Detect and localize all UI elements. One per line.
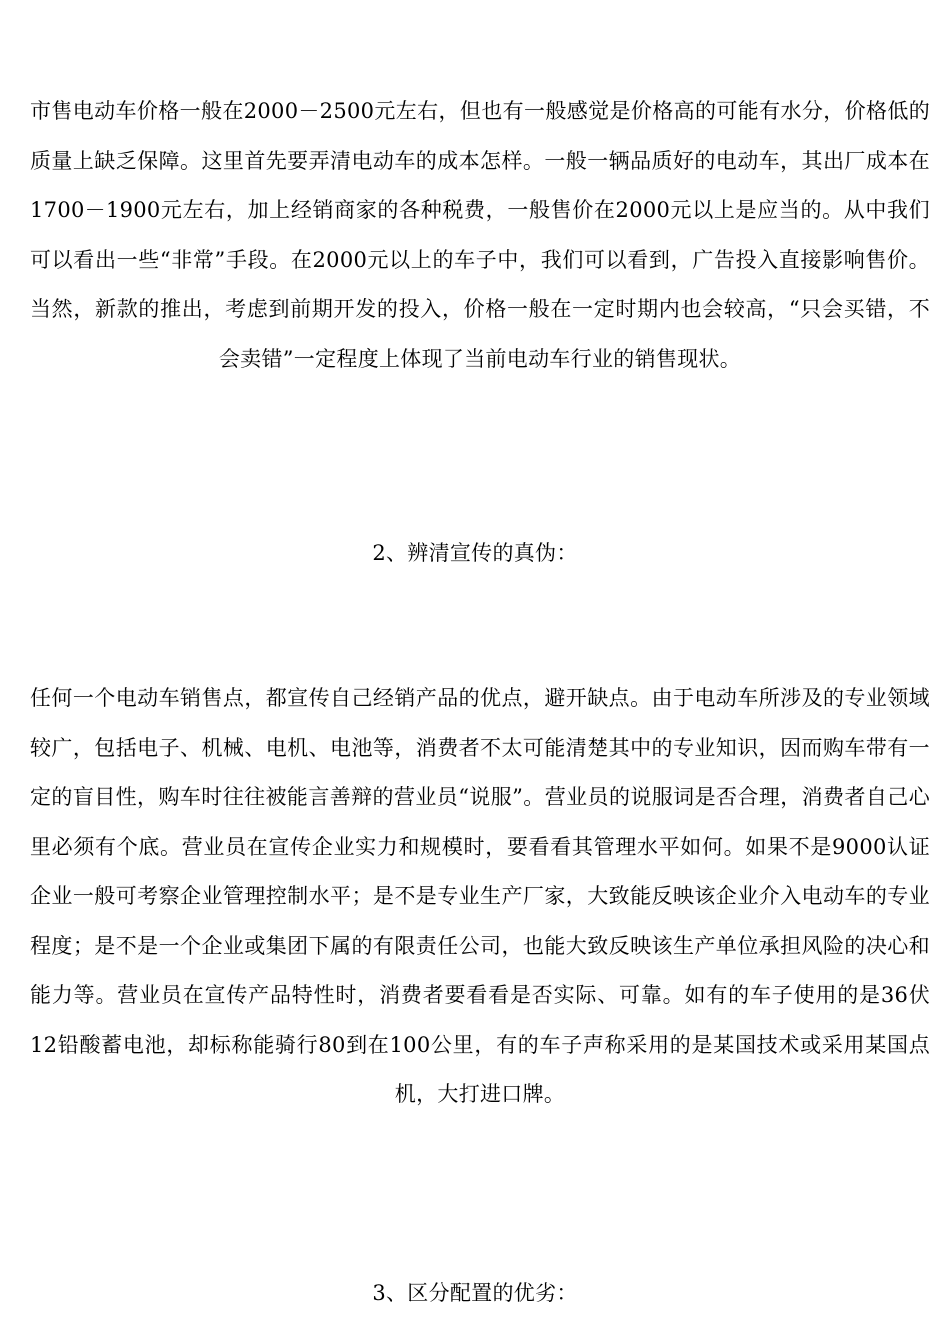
paragraph-price: 市售电动车价格一般在2000－2500元左右，但也有一般感觉是价格高的可能有水分，价格低的质量上缺乏保障。这里首先要弄清电动车的成本怎样。一般一辆品质好的电动车，其出厂成本在1700－1900元左右，加上经销商家的各种税费，一般售价在2000元以上是应当的。从中我们可以看出一些“非常”手段。在2000元以上的车子中，我们可以看到，广告投入直接影响售价。当然，新款的推出，考虑到前期开发的投入，价格一般在一定时期内也会较高，“只会买错，不会卖错”一定程度上体现了当前电动车行业的销售现状。	[30, 99, 930, 371]
section-heading-2: 2、辨清宣传的真伪：	[372, 541, 578, 565]
section-heading-3: 3、区分配置的优劣：	[372, 1281, 578, 1305]
paragraph-promotion: 任何一个电动车销售点，都宣传自己经销产品的优点，避开缺点。由于电动车所涉及的专业领域较广，包括电子、机械、电机、电池等，消费者不太可能清楚其中的专业知识，因而购车带有一定的盲目性，购车时往往被能言善辩的营业员“说服”。营业员的说服词是否合理，消费者自己心里必须有个底。营业员在宣传企业实力和规模时，要看看其管理水平如何。如果不是9000认证企业一般可考察企业管理控制水平；是不是专业生产厂家，大致能反映该企业介入电动车的专业程度；是不是一个企业或集团下属的有限责任公司，也能大致反映该生产单位承担风险的决心和能力等。营业员在宣传产品特性时，消费者要看看是否实际、可靠。如有的车子使用的是36伏12铅酸蓄电池，却标称能骑行80到在100公里，有的车子声称采用的是某国技术或采用某国点机，大打进口牌。	[30, 686, 930, 1106]
